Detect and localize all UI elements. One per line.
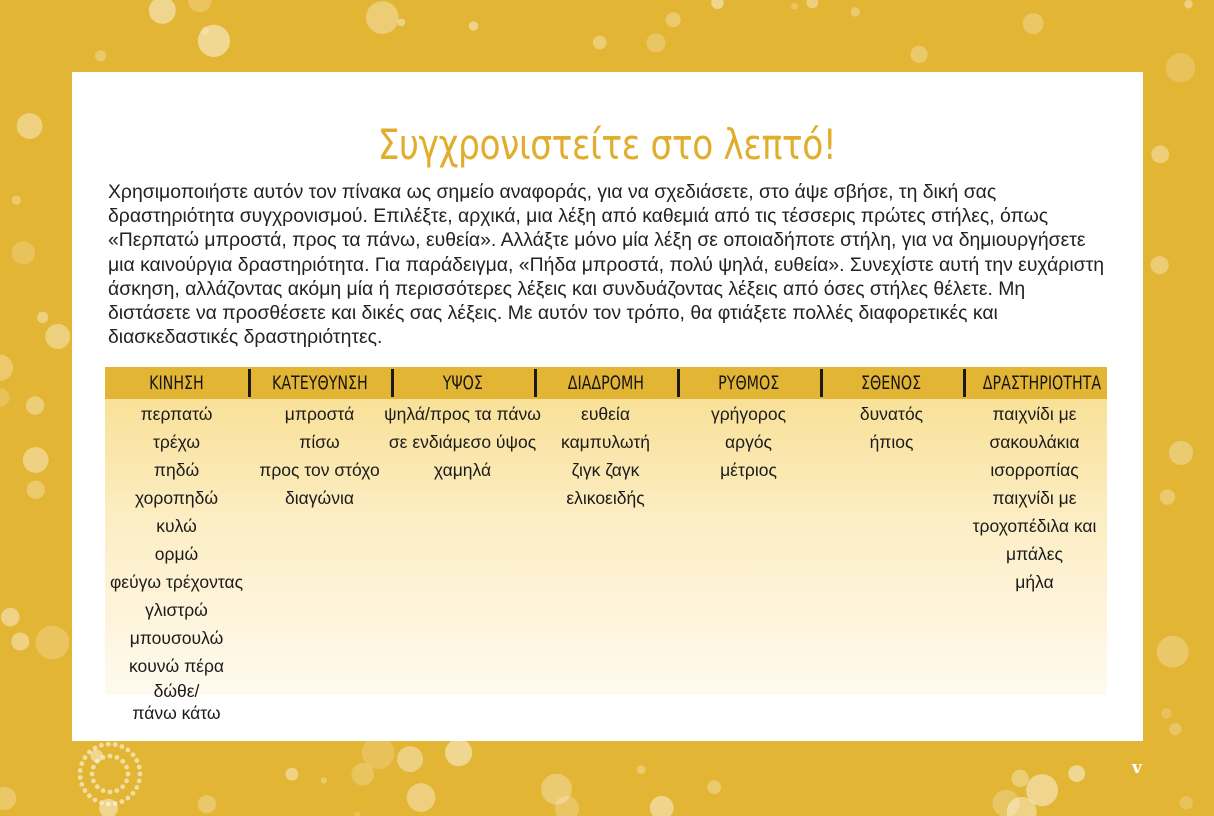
- page-title: Συγχρονιστείτε στο λεπτό!: [377, 120, 837, 169]
- background-dot: [134, 758, 139, 763]
- background-dot: [134, 785, 139, 790]
- background-dot: [1160, 489, 1175, 504]
- table-cell: αργός: [725, 432, 772, 452]
- background-dot: [1068, 765, 1085, 782]
- background-dot: [647, 33, 666, 52]
- background-dot: [992, 790, 1019, 816]
- background-dot: [120, 784, 125, 789]
- table-body: [105, 399, 1107, 724]
- background-dot: [321, 777, 327, 783]
- column-strength: [820, 399, 963, 724]
- background-dot: [0, 388, 10, 407]
- table-cell: κουνώ πέρα: [128, 656, 225, 676]
- background-dot: [131, 752, 136, 757]
- table-cell: κυλώ: [156, 516, 197, 536]
- table-cell: μπουσουλώ: [129, 628, 224, 648]
- header-height: ΥΨΟΣ: [391, 367, 534, 399]
- background-dot: [138, 772, 143, 777]
- background-dot: [17, 113, 43, 139]
- header-strength: ΣΘΕΝΟΣ: [820, 367, 963, 399]
- background-dot: [106, 802, 111, 807]
- background-dot: [101, 755, 106, 760]
- table-cell: ψηλά/προς τα πάνω: [384, 404, 541, 424]
- background-dot: [83, 755, 88, 760]
- background-dot: [26, 396, 44, 414]
- background-dot: [101, 788, 106, 793]
- table-cell: μπροστά: [284, 404, 355, 424]
- background-dot: [286, 768, 299, 781]
- background-dot: [126, 748, 131, 753]
- background-dot: [93, 746, 98, 751]
- background-dot: [407, 783, 436, 812]
- table-cell: χοροπηδώ: [134, 488, 219, 508]
- column-height: [384, 399, 541, 724]
- background-dot: [0, 787, 16, 810]
- table-cell: μπάλες: [1005, 544, 1063, 564]
- background-dot: [198, 795, 216, 813]
- background-dot: [12, 241, 35, 264]
- background-dot: [666, 12, 681, 27]
- background-dot: [36, 626, 70, 660]
- table-cell: διαγώνια: [285, 488, 354, 508]
- background-dot: [397, 746, 423, 772]
- background-dot: [362, 737, 395, 770]
- background-dot: [120, 744, 125, 749]
- table-cell: δυνατός: [859, 404, 924, 424]
- background-dot: [1161, 708, 1172, 719]
- table-cell: καμπυλωτή: [561, 432, 650, 452]
- table-cell: προς τον στόχο: [259, 460, 380, 480]
- table-cell: ήπιος: [869, 432, 914, 452]
- background-dot: [1011, 770, 1028, 787]
- background-dot: [1, 608, 20, 627]
- table-cell: τρέχω: [152, 432, 201, 452]
- background-dot: [79, 761, 84, 766]
- background-dot: [398, 19, 406, 27]
- background-dot: [126, 772, 131, 777]
- background-dot: [95, 50, 106, 61]
- table-cell: πάνω κάτω: [132, 703, 221, 723]
- background-dot: [91, 779, 96, 784]
- background-dot: [108, 790, 113, 795]
- background-dot: [115, 788, 120, 793]
- table-cell: δώθε/: [153, 681, 200, 701]
- table-cell: πίσω: [299, 432, 340, 452]
- intro-paragraph: Χρησιμοποιήστε αυτόν τον πίνακα ως σημείο αναφοράς, για να σχεδιάσετε, στο άψε σβήσε, τη δική σας δραστηριότητα συγχρονισμού. Επιλέξτε, αρχικά, μια λέξη από καθεμιά από τις τέσσερις πρώτες στήλες, όπως «Περπατώ μπροστά, προς τα πάνω, ευθεία». Αλλάξτε μόνο μία λέξη σε οποιαδήποτε στήλη, για να δημιουργήσετε μια καινούργια δραστηριότητα. Για παράδειγμα, «Πήδα μπροστά, πολύ ψηλά, ευθεία». Συνεχίστε αυτή την ευχάριστη άσκηση, αλλάζοντας ακόμη μία ή περισσότερες λέξεις και συνδυάζοντας λέξεις από όσες στήλες θέλετε. Μη διστάσετε να προσθέσετε και δικές σας λέξεις. Με αυτόν τον τρόπο, θα φτιάξετε πολλές διαφορετικές και διασκεδαστικές δραστηριότητες.: [108, 181, 1105, 349]
- table-cell: πηδώ: [153, 460, 200, 480]
- background-dot: [711, 0, 723, 9]
- background-dot: [851, 7, 861, 17]
- background-dot: [707, 780, 721, 794]
- table-cell: φεύγω τρέχοντας: [109, 572, 244, 592]
- background-dot: [79, 782, 84, 787]
- table-cell: σε ενδιάμεσο ύψος: [388, 432, 537, 452]
- table-cell: χαμηλά: [433, 460, 492, 480]
- background-dot: [95, 759, 100, 764]
- background-dot: [1151, 145, 1169, 163]
- background-dot: [0, 355, 13, 381]
- background-dot: [1157, 636, 1189, 668]
- background-dot: [131, 791, 136, 796]
- page-number: v: [1132, 758, 1142, 778]
- table-cell: μήλα: [1015, 572, 1054, 592]
- column-direction: [248, 399, 391, 724]
- background-dot: [115, 755, 120, 760]
- background-dot: [11, 633, 29, 651]
- table-cell: περπατώ: [140, 404, 213, 424]
- background-dot: [637, 765, 646, 774]
- background-dot: [1184, 0, 1193, 9]
- header-movement: ΚΙΝΗΣΗ: [149, 372, 204, 394]
- background-dot: [23, 447, 49, 473]
- background-dot: [124, 779, 129, 784]
- background-dot: [106, 742, 111, 747]
- background-dot: [593, 36, 607, 50]
- background-dot: [78, 775, 83, 780]
- background-dot: [354, 812, 360, 816]
- background-dot: [120, 799, 125, 804]
- column-activity: [963, 399, 1106, 724]
- background-dot: [1180, 796, 1193, 809]
- table-cell: παιχνίδι με: [992, 488, 1077, 508]
- table-cell: ευθεία: [581, 404, 630, 424]
- table-cell: γλιστρώ: [145, 600, 208, 620]
- background-dot: [911, 46, 928, 63]
- header-tempo: ΡΥΘΜΟΣ: [677, 367, 820, 399]
- background-dot: [1023, 13, 1044, 34]
- background-dot: [27, 481, 45, 499]
- background-dot: [12, 196, 21, 205]
- background-dot: [78, 768, 83, 773]
- background-dot: [90, 772, 95, 777]
- header-activity: ΔΡΑΣΤΗΡΙΟΤΗΤΑ: [963, 367, 1106, 399]
- background-dot: [366, 1, 399, 34]
- table-cell: γρήγορος: [710, 404, 787, 424]
- table-cell: τροχοπέδιλα και: [972, 516, 1097, 536]
- background-dot: [126, 796, 131, 801]
- background-dot: [1169, 441, 1193, 465]
- background-dot: [113, 801, 118, 806]
- background-dot: [93, 798, 98, 803]
- table-cell: ελικοειδής: [566, 488, 645, 508]
- table-cell: ζιγκ ζαγκ: [571, 460, 640, 480]
- background-dot: [650, 796, 674, 816]
- table-header-band: [105, 367, 1107, 399]
- background-dot: [791, 3, 798, 10]
- background-dot: [137, 779, 142, 784]
- header-direction: ΚΑΤΕΥΘΥΝΣΗ: [248, 367, 391, 399]
- table-cell: σακουλάκια: [989, 432, 1080, 452]
- background-dot: [95, 784, 100, 789]
- table-cell: ορμώ: [154, 544, 199, 564]
- background-dot: [1151, 256, 1169, 274]
- background-dot: [149, 0, 176, 24]
- activity-table: [105, 367, 1107, 723]
- table-cell: μέτριος: [720, 460, 777, 480]
- column-tempo: [677, 399, 820, 724]
- column-movement: [105, 399, 248, 724]
- background-dot: [1169, 723, 1181, 735]
- background-dot: [1166, 53, 1195, 82]
- table-cell: ισορροπίας: [990, 460, 1079, 480]
- background-dot: [137, 765, 142, 770]
- background-dot: [807, 0, 819, 8]
- background-dot: [124, 765, 129, 770]
- background-dot: [188, 0, 211, 12]
- background-dot: [87, 750, 92, 755]
- background-dot: [99, 800, 104, 805]
- column-path: [534, 399, 677, 724]
- background-dot: [108, 754, 113, 759]
- background-dot: [201, 26, 209, 34]
- background-dot: [45, 324, 70, 349]
- background-dot: [99, 743, 104, 748]
- background-dot: [83, 788, 88, 793]
- background-dot: [87, 793, 92, 798]
- background-dot: [445, 739, 472, 766]
- background-dot: [120, 759, 125, 764]
- background-dot: [469, 21, 479, 31]
- header-path: ΔΙΑΔΡΟΜΗ: [534, 367, 677, 399]
- background-dot: [37, 312, 48, 323]
- table-cell: παιχνίδι με: [992, 404, 1077, 424]
- background-dot: [113, 742, 118, 747]
- background-dot: [91, 765, 96, 770]
